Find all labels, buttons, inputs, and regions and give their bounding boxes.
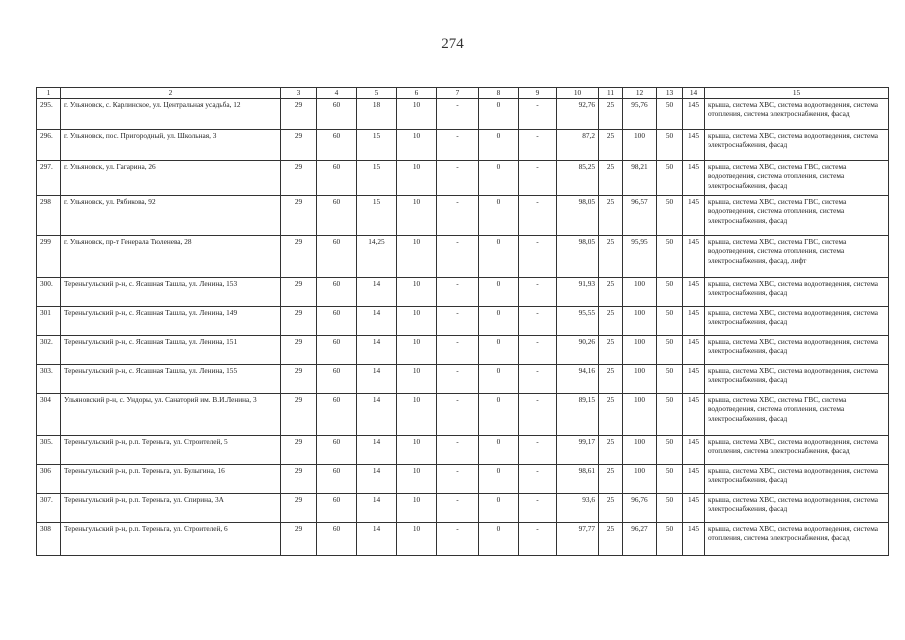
row-number-cell: 295. xyxy=(37,98,61,129)
value-cell-3: 29 xyxy=(281,306,317,335)
value-cell-4: 60 xyxy=(317,464,357,493)
value-cell-11: 25 xyxy=(599,195,623,235)
value-cell-3: 29 xyxy=(281,160,317,195)
header-cell: 6 xyxy=(397,88,437,99)
value-cell-11: 25 xyxy=(599,435,623,464)
value-cell-7: - xyxy=(437,160,479,195)
value-cell-14: 145 xyxy=(683,435,705,464)
value-cell-5: 14 xyxy=(357,306,397,335)
value-cell-10: 99,17 xyxy=(557,435,599,464)
value-cell-8: 0 xyxy=(479,493,519,522)
value-cell-9: - xyxy=(519,129,557,160)
value-cell-6: 10 xyxy=(397,493,437,522)
value-cell-10: 90,26 xyxy=(557,335,599,364)
address-cell: Тереньгульский р-н, с. Ясашная Ташла, ул. Ленина, 149 xyxy=(61,306,281,335)
value-cell-13: 50 xyxy=(657,335,683,364)
table-row xyxy=(37,493,889,522)
address-cell: г. Ульяновск, с. Карлинское, ул. Центральная усадьба, 12 xyxy=(61,98,281,129)
value-cell-14: 145 xyxy=(683,277,705,306)
value-cell-14: 145 xyxy=(683,464,705,493)
header-cell: 4 xyxy=(317,88,357,99)
value-cell-7: - xyxy=(437,435,479,464)
value-cell-10: 95,55 xyxy=(557,306,599,335)
value-cell-11: 25 xyxy=(599,464,623,493)
value-cell-13: 50 xyxy=(657,306,683,335)
works-list-cell: крыша, система ХВС, система водоотведения, система электроснабжения, фасад xyxy=(705,364,889,393)
value-cell-13: 50 xyxy=(657,160,683,195)
table-header-row xyxy=(37,88,889,99)
value-cell-10: 85,25 xyxy=(557,160,599,195)
value-cell-9: - xyxy=(519,195,557,235)
address-cell: г. Ульяновск, пос. Пригородный, ул. Школьная, 3 xyxy=(61,129,281,160)
value-cell-8: 0 xyxy=(479,98,519,129)
value-cell-13: 50 xyxy=(657,98,683,129)
value-cell-4: 60 xyxy=(317,195,357,235)
value-cell-8: 0 xyxy=(479,393,519,435)
works-list-cell: крыша, система ХВС, система ГВС, система водоотведения, система отопления, система электроснабжения, фасад xyxy=(705,195,889,235)
value-cell-7: - xyxy=(437,235,479,277)
value-cell-4: 60 xyxy=(317,493,357,522)
works-list-cell: крыша, система ХВС, система ГВС, система водоотведения, система отопления, система электроснабжения, фасад, лифт xyxy=(705,235,889,277)
header-cell: 14 xyxy=(683,88,705,99)
value-cell-8: 0 xyxy=(479,160,519,195)
table-row xyxy=(37,277,889,306)
value-cell-4: 60 xyxy=(317,129,357,160)
address-cell: Тереньгульский р-н, с. Ясашная Ташла, ул. Ленина, 155 xyxy=(61,364,281,393)
value-cell-6: 10 xyxy=(397,306,437,335)
address-cell: г. Ульяновск, пр-т Генерала Тюленева, 28 xyxy=(61,235,281,277)
header-cell: 10 xyxy=(557,88,599,99)
works-list-cell: крыша, система ХВС, система водоотведения, система электроснабжения, фасад xyxy=(705,464,889,493)
row-number-cell: 297. xyxy=(37,160,61,195)
repair-program-table xyxy=(36,87,889,556)
table-row xyxy=(37,464,889,493)
value-cell-6: 10 xyxy=(397,98,437,129)
value-cell-4: 60 xyxy=(317,522,357,555)
page-number: 274 xyxy=(441,36,464,52)
address-cell: Тереньгульский р-н, с. Ясашная Ташла, ул. Ленина, 151 xyxy=(61,335,281,364)
value-cell-11: 25 xyxy=(599,522,623,555)
header-cell: 9 xyxy=(519,88,557,99)
value-cell-13: 50 xyxy=(657,522,683,555)
value-cell-14: 145 xyxy=(683,98,705,129)
value-cell-9: - xyxy=(519,435,557,464)
value-cell-10: 98,05 xyxy=(557,195,599,235)
table-row xyxy=(37,335,889,364)
address-cell: Тереньгульский р-н, р.п. Тереньга, ул. Строителей, 6 xyxy=(61,522,281,555)
address-cell: Тереньгульский р-н, р.п. Тереньга, ул. Спирина, 3А xyxy=(61,493,281,522)
value-cell-7: - xyxy=(437,393,479,435)
header-cell: 1 xyxy=(37,88,61,99)
value-cell-7: - xyxy=(437,277,479,306)
value-cell-9: - xyxy=(519,306,557,335)
table-row xyxy=(37,393,889,435)
table-row xyxy=(37,160,889,195)
value-cell-11: 25 xyxy=(599,129,623,160)
value-cell-6: 10 xyxy=(397,393,437,435)
value-cell-6: 10 xyxy=(397,129,437,160)
value-cell-11: 25 xyxy=(599,277,623,306)
address-cell: Ульяновский р-н, с. Ундоры, ул. Санаторий им. В.И.Ленина, 3 xyxy=(61,393,281,435)
value-cell-12: 100 xyxy=(623,129,657,160)
value-cell-6: 10 xyxy=(397,160,437,195)
table-row xyxy=(37,435,889,464)
header-cell: 12 xyxy=(623,88,657,99)
value-cell-4: 60 xyxy=(317,393,357,435)
works-list-cell: крыша, система ХВС, система водоотведения, система электроснабжения, фасад xyxy=(705,306,889,335)
works-list-cell: крыша, система ХВС, система водоотведения, система электроснабжения, фасад xyxy=(705,335,889,364)
table-row xyxy=(37,522,889,555)
value-cell-3: 29 xyxy=(281,493,317,522)
value-cell-10: 92,76 xyxy=(557,98,599,129)
value-cell-8: 0 xyxy=(479,235,519,277)
value-cell-9: - xyxy=(519,493,557,522)
row-number-cell: 296. xyxy=(37,129,61,160)
value-cell-5: 14 xyxy=(357,364,397,393)
value-cell-9: - xyxy=(519,393,557,435)
value-cell-5: 14 xyxy=(357,464,397,493)
value-cell-12: 95,76 xyxy=(623,98,657,129)
works-list-cell: крыша, система ХВС, система водоотведения, система отопления, система электроснабжения, фасад xyxy=(705,98,889,129)
value-cell-12: 100 xyxy=(623,364,657,393)
value-cell-3: 29 xyxy=(281,98,317,129)
value-cell-8: 0 xyxy=(479,522,519,555)
value-cell-5: 14,25 xyxy=(357,235,397,277)
value-cell-8: 0 xyxy=(479,364,519,393)
value-cell-4: 60 xyxy=(317,335,357,364)
value-cell-4: 60 xyxy=(317,435,357,464)
header-cell: 3 xyxy=(281,88,317,99)
header-cell: 11 xyxy=(599,88,623,99)
value-cell-11: 25 xyxy=(599,393,623,435)
value-cell-13: 50 xyxy=(657,364,683,393)
value-cell-5: 14 xyxy=(357,393,397,435)
value-cell-13: 50 xyxy=(657,435,683,464)
value-cell-4: 60 xyxy=(317,160,357,195)
value-cell-14: 145 xyxy=(683,195,705,235)
value-cell-10: 97,77 xyxy=(557,522,599,555)
value-cell-14: 145 xyxy=(683,160,705,195)
works-list-cell: крыша, система ХВС, система водоотведения, система электроснабжения, фасад xyxy=(705,277,889,306)
value-cell-14: 145 xyxy=(683,522,705,555)
table-row xyxy=(37,129,889,160)
value-cell-5: 14 xyxy=(357,335,397,364)
value-cell-11: 25 xyxy=(599,493,623,522)
value-cell-7: - xyxy=(437,493,479,522)
address-cell: Тереньгульский р-н, с. Ясашная Ташла, ул. Ленина, 153 xyxy=(61,277,281,306)
value-cell-7: - xyxy=(437,464,479,493)
value-cell-3: 29 xyxy=(281,129,317,160)
value-cell-6: 10 xyxy=(397,335,437,364)
value-cell-14: 145 xyxy=(683,335,705,364)
value-cell-9: - xyxy=(519,522,557,555)
value-cell-9: - xyxy=(519,160,557,195)
value-cell-4: 60 xyxy=(317,364,357,393)
value-cell-5: 14 xyxy=(357,435,397,464)
value-cell-14: 145 xyxy=(683,364,705,393)
value-cell-11: 25 xyxy=(599,98,623,129)
value-cell-7: - xyxy=(437,364,479,393)
header-cell: 8 xyxy=(479,88,519,99)
address-cell: Тереньгульский р-н, р.п. Тереньга, ул. Строителей, 5 xyxy=(61,435,281,464)
value-cell-3: 29 xyxy=(281,335,317,364)
value-cell-8: 0 xyxy=(479,435,519,464)
value-cell-7: - xyxy=(437,195,479,235)
value-cell-12: 100 xyxy=(623,277,657,306)
value-cell-4: 60 xyxy=(317,277,357,306)
value-cell-8: 0 xyxy=(479,129,519,160)
value-cell-13: 50 xyxy=(657,493,683,522)
value-cell-13: 50 xyxy=(657,277,683,306)
value-cell-3: 29 xyxy=(281,435,317,464)
header-cell: 5 xyxy=(357,88,397,99)
header-cell: 2 xyxy=(61,88,281,99)
value-cell-10: 91,93 xyxy=(557,277,599,306)
value-cell-4: 60 xyxy=(317,306,357,335)
value-cell-12: 96,57 xyxy=(623,195,657,235)
value-cell-9: - xyxy=(519,277,557,306)
value-cell-6: 10 xyxy=(397,235,437,277)
value-cell-9: - xyxy=(519,464,557,493)
table-row xyxy=(37,364,889,393)
value-cell-12: 100 xyxy=(623,335,657,364)
header-cell: 15 xyxy=(705,88,889,99)
row-number-cell: 301 xyxy=(37,306,61,335)
value-cell-5: 15 xyxy=(357,195,397,235)
value-cell-13: 50 xyxy=(657,235,683,277)
value-cell-9: - xyxy=(519,235,557,277)
works-list-cell: крыша, система ХВС, система водоотведения, система электроснабжения, фасад xyxy=(705,493,889,522)
value-cell-3: 29 xyxy=(281,464,317,493)
value-cell-11: 25 xyxy=(599,364,623,393)
table-row xyxy=(37,195,889,235)
value-cell-12: 98,21 xyxy=(623,160,657,195)
value-cell-12: 96,27 xyxy=(623,522,657,555)
value-cell-7: - xyxy=(437,335,479,364)
value-cell-8: 0 xyxy=(479,464,519,493)
value-cell-11: 25 xyxy=(599,335,623,364)
value-cell-12: 96,76 xyxy=(623,493,657,522)
value-cell-8: 0 xyxy=(479,195,519,235)
value-cell-3: 29 xyxy=(281,364,317,393)
address-cell: г. Ульяновск, ул. Гагарина, 26 xyxy=(61,160,281,195)
table-row xyxy=(37,98,889,129)
value-cell-5: 14 xyxy=(357,277,397,306)
value-cell-6: 10 xyxy=(397,435,437,464)
value-cell-13: 50 xyxy=(657,464,683,493)
row-number-cell: 299 xyxy=(37,235,61,277)
value-cell-3: 29 xyxy=(281,235,317,277)
value-cell-3: 29 xyxy=(281,522,317,555)
value-cell-5: 15 xyxy=(357,129,397,160)
value-cell-4: 60 xyxy=(317,98,357,129)
value-cell-3: 29 xyxy=(281,277,317,306)
value-cell-7: - xyxy=(437,522,479,555)
value-cell-5: 14 xyxy=(357,522,397,555)
value-cell-10: 94,16 xyxy=(557,364,599,393)
value-cell-10: 93,6 xyxy=(557,493,599,522)
value-cell-10: 89,15 xyxy=(557,393,599,435)
works-list-cell: крыша, система ХВС, система водоотведения, система отопления, система электроснабжения, фасад xyxy=(705,435,889,464)
works-list-cell: крыша, система ХВС, система водоотведения, система электроснабжения, фасад xyxy=(705,129,889,160)
value-cell-12: 100 xyxy=(623,393,657,435)
value-cell-11: 25 xyxy=(599,160,623,195)
row-number-cell: 302. xyxy=(37,335,61,364)
header-cell: 7 xyxy=(437,88,479,99)
value-cell-5: 15 xyxy=(357,160,397,195)
value-cell-10: 98,61 xyxy=(557,464,599,493)
table-row xyxy=(37,306,889,335)
row-number-cell: 303. xyxy=(37,364,61,393)
value-cell-8: 0 xyxy=(479,306,519,335)
value-cell-14: 145 xyxy=(683,129,705,160)
row-number-cell: 306 xyxy=(37,464,61,493)
value-cell-13: 50 xyxy=(657,195,683,235)
value-cell-5: 18 xyxy=(357,98,397,129)
value-cell-12: 100 xyxy=(623,306,657,335)
value-cell-11: 25 xyxy=(599,235,623,277)
row-number-cell: 304 xyxy=(37,393,61,435)
value-cell-10: 98,05 xyxy=(557,235,599,277)
value-cell-3: 29 xyxy=(281,195,317,235)
value-cell-12: 95,95 xyxy=(623,235,657,277)
value-cell-6: 10 xyxy=(397,522,437,555)
row-number-cell: 307. xyxy=(37,493,61,522)
value-cell-9: - xyxy=(519,364,557,393)
value-cell-8: 0 xyxy=(479,335,519,364)
header-cell: 13 xyxy=(657,88,683,99)
row-number-cell: 308 xyxy=(37,522,61,555)
value-cell-12: 100 xyxy=(623,464,657,493)
value-cell-6: 10 xyxy=(397,277,437,306)
value-cell-10: 87,2 xyxy=(557,129,599,160)
value-cell-14: 145 xyxy=(683,393,705,435)
address-cell: Тереньгульский р-н, р.п. Тереньга, ул. Булыгина, 16 xyxy=(61,464,281,493)
value-cell-7: - xyxy=(437,306,479,335)
value-cell-14: 145 xyxy=(683,306,705,335)
row-number-cell: 305. xyxy=(37,435,61,464)
value-cell-9: - xyxy=(519,98,557,129)
value-cell-14: 145 xyxy=(683,235,705,277)
value-cell-14: 145 xyxy=(683,493,705,522)
value-cell-11: 25 xyxy=(599,306,623,335)
value-cell-6: 10 xyxy=(397,464,437,493)
row-number-cell: 300. xyxy=(37,277,61,306)
value-cell-12: 100 xyxy=(623,435,657,464)
value-cell-6: 10 xyxy=(397,195,437,235)
value-cell-3: 29 xyxy=(281,393,317,435)
value-cell-7: - xyxy=(437,98,479,129)
value-cell-13: 50 xyxy=(657,129,683,160)
address-cell: г. Ульяновск, ул. Рябикова, 92 xyxy=(61,195,281,235)
value-cell-5: 14 xyxy=(357,493,397,522)
value-cell-7: - xyxy=(437,129,479,160)
works-list-cell: крыша, система ХВС, система ГВС, система водоотведения, система отопления, система электроснабжения, фасад xyxy=(705,160,889,195)
value-cell-8: 0 xyxy=(479,277,519,306)
value-cell-13: 50 xyxy=(657,393,683,435)
works-list-cell: крыша, система ХВС, система водоотведения, система отопления, система электроснабжения, фасад xyxy=(705,522,889,555)
value-cell-6: 10 xyxy=(397,364,437,393)
value-cell-9: - xyxy=(519,335,557,364)
value-cell-4: 60 xyxy=(317,235,357,277)
works-list-cell: крыша, система ХВС, система ГВС, система водоотведения, система отопления, система электроснабжения, фасад xyxy=(705,393,889,435)
table-row xyxy=(37,235,889,277)
row-number-cell: 298 xyxy=(37,195,61,235)
